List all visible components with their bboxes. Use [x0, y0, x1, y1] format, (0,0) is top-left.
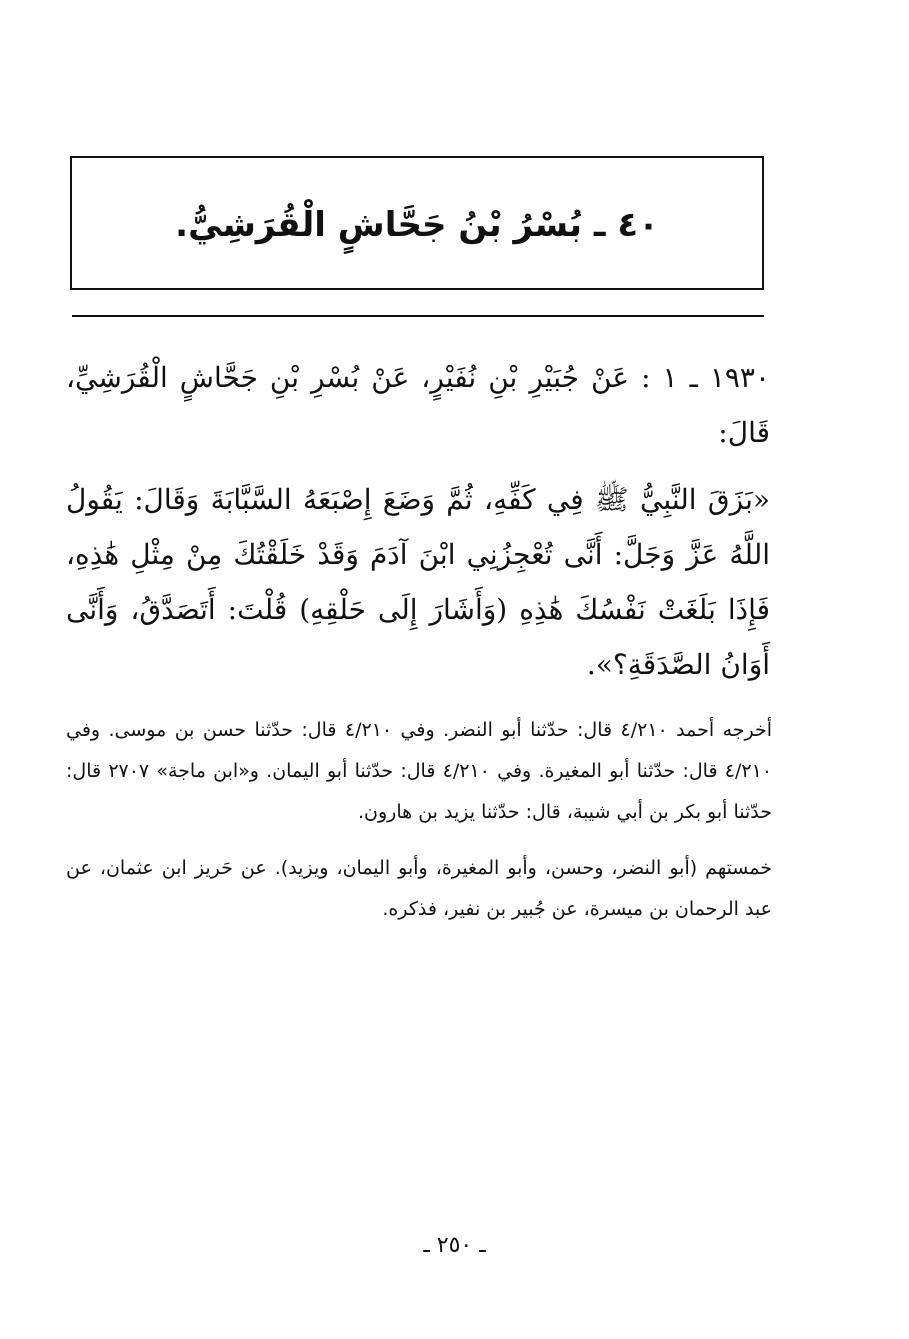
takhrij-notes — [66, 710, 772, 930]
page-number: ـ ٢٥٠ ـ — [423, 1233, 486, 1258]
chapter-title-box — [70, 156, 764, 290]
summary-paragraph: خمستهم (أبو النضر، وحسن، وأبو المغيرة، وأبو اليمان، ويزيد). عن حَريز ابن عثمان، عن عبد الرحمان بن ميسرة، عن جُبير بن نفير، فذكره. — [66, 857, 772, 920]
hadith-isnad: ١٩٣٠ ـ ١ : عَنْ جُبَيْرِ بْنِ نُفَيْرٍ، عَنْ بُسْرِ بْنِ جَحَّاشٍ الْقُرَشِيِّ، قَالَ: — [66, 361, 770, 449]
takhrij-paragraph: أخرجه أحمد ٤/٢١٠ قال: حدّثنا أبو النضر. وفي ٤/٢١٠ قال: حدّثنا حسن بن موسى. وفي ٤/٢١٠ قال: حدّثنا أبو المغيرة. وفي ٤/٢١٠ قال: حدّثنا أبو اليمان. و«ابن ماجة» ٢٧٠٧ قال: حدّثنا أبو بكر بن أبي شيبة، قال: حدّثنا يزيد بن هارون. — [66, 719, 773, 823]
hadith-matn: «بَزَقَ النَّبِيُّ ﷺ فِي كَفِّهِ، ثُمَّ وَضَعَ إِصْبَعَهُ السَّبَّابَةَ وَقَالَ: يَقُولُ اللَّهُ عَزَّ وَجَلَّ: أَنَّى تُعْجِزُنِي ابْنَ آدَمَ وَقَدْ خَلَقْتُكَ مِنْ مِثْلِ هَٰذِهِ، فَإِذَا بَلَغَتْ نَفْسُكَ هَٰذِهِ (وَأَشَارَ إِلَى حَلْقِهِ) قُلْتَ: أَتَصَدَّقُ، وَأَنَّى أَوَانُ الصَّدَقَةِ؟». — [66, 483, 770, 681]
hadith-text — [66, 350, 770, 692]
chapter-title: ٤٠ ـ بُسْرُ بْنُ جَحَّاشٍ الْقُرَشِيُّ. — [175, 205, 659, 245]
separator-rule — [72, 315, 764, 317]
